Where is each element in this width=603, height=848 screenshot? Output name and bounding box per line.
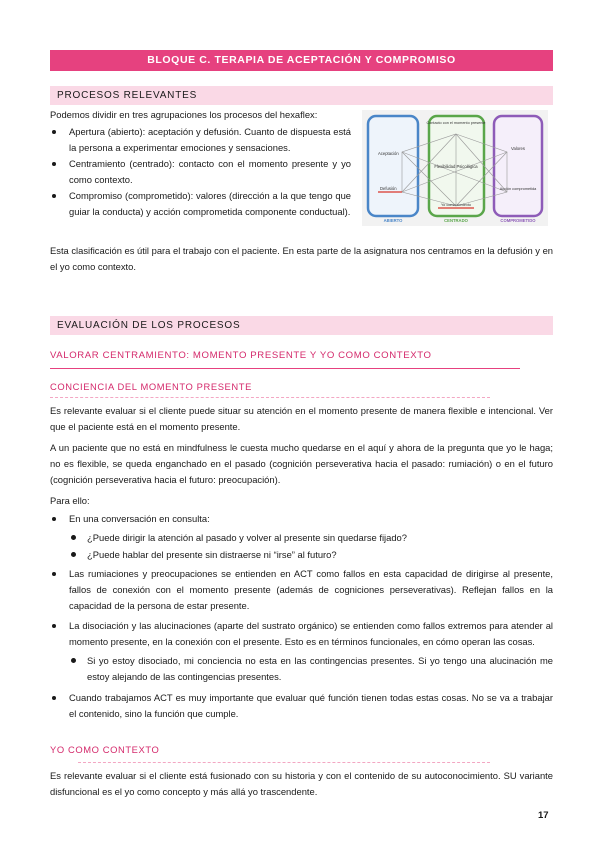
- sub-list: [69, 653, 553, 685]
- paragraph-3: Es relevante evaluar si el cliente está fusionado con su historia y con el contenido de su autoconocimiento. SU variante disfuncional es el yo como concepto y más allá yo trascendente.: [50, 770, 553, 797]
- hexaflex-figure: [362, 110, 548, 226]
- page-number: 17: [538, 810, 549, 821]
- block-title: BLOQUE C. TERAPIA DE ACEPTACIÓN Y COMPROMISO: [50, 50, 553, 71]
- subtitle-valorar-centramiento: VALORAR CENTRAMIENTO: MOMENTO PRESENTE Y YO COMO CONTEXTO: [50, 350, 432, 361]
- list-item: ¿Puede dirigir la atención al pasado y volver al presente sin quedarse fijado?: [69, 530, 553, 546]
- heading-conciencia: CONCIENCIA DEL MOMENTO PRESENTE: [50, 381, 252, 392]
- section-title-procesos: PROCESOS RELEVANTES: [50, 86, 553, 105]
- subtitle-underline: [50, 368, 520, 369]
- section1-intro: Podemos dividir en tres agrupaciones los procesos del hexaflex:: [50, 109, 318, 120]
- list-item: [50, 511, 553, 563]
- section1-closing: Esta clasificación es útil para el trabajo con el paciente. En esta parte de la asignatura nos centramos en la defusión y en el yo como contexto.: [50, 245, 553, 272]
- hexaflex-accion: Acción comprometida: [499, 187, 537, 191]
- paragraph-1: Es relevante evaluar si el cliente puede situar su atención en el momento presente de manera flexible e intencional. Ver que el paciente está en el momento presente.: [50, 405, 553, 432]
- heading-dash-line: [78, 762, 490, 763]
- sub-list: [69, 530, 553, 563]
- hexaflex-valores: Valores: [511, 146, 525, 151]
- list-item: Apertura (abierto): aceptación y defusión. Cuanto de dispuesta está la persona a experimentar emociones y sensaciones.: [50, 124, 351, 156]
- hexaflex-aceptacion: Aceptación: [378, 151, 399, 156]
- hexaflex-defusion: Defusión: [380, 186, 397, 191]
- section-title-evaluacion: EVALUACIÓN DE LOS PROCESOS: [50, 316, 553, 335]
- list-item: Las rumiaciones y preocupaciones se entienden en ACT como fallos en esta capacidad de dirigirse al presente, fallos de conexión con el momento presente (además de cogniciones perseverativas). Reflejan fallos en la capacidad de la persona de estar presente.: [50, 566, 553, 614]
- list-item: Compromiso (comprometido): valores (dirección a la que tengo que guiar la conducta) y acción comprometida componente conductual).: [50, 188, 351, 220]
- bullet-disociacion: La disociación y las alucinaciones (aparte del sustrato orgánico) se entienden como fallos extremos para atender al momento presente, en la conexión con el presente. Esto es en términos funcionales, en cómo operan las cosas.: [69, 620, 553, 647]
- evaluation-bullets: [50, 511, 553, 722]
- list-item: ¿Puede hablar del presente sin distraerse ni “irse” al futuro?: [69, 547, 553, 563]
- list-item: Centramiento (centrado): contacto con el momento presente y yo como contexto.: [50, 156, 351, 188]
- comprometido-box: [494, 116, 542, 216]
- hexaflex-contacto: Contacto con el momento presente: [426, 121, 486, 125]
- hexaflex-yo-contexto: Yo como contexto: [440, 203, 472, 207]
- heading-dash-line: [50, 397, 490, 398]
- hexaflex-flexibilidad: Flexibilidad Psicológica: [434, 164, 478, 169]
- heading-yo-contexto: YO COMO CONTEXTO: [50, 744, 160, 755]
- list-item: Cuando trabajamos ACT es muy importante que evaluar qué función tienen todas estas cosas. No se va a trabajar el contenido, sino la función que cumple.: [50, 690, 553, 722]
- list-item: Si yo estoy disociado, mi conciencia no esta en las contingencias presentes. Si yo tengo una alucinación me estoy alejando de las contingencias presentes.: [69, 653, 553, 685]
- hexaflex-label-comprometido: COMPROMETIDO: [500, 218, 536, 223]
- hexaflex-label-centrado: CENTRADO: [444, 218, 468, 223]
- para-ello: Para ello:: [50, 495, 90, 506]
- hexaflex-label-abierto: ABIERTO: [383, 218, 403, 223]
- abierto-box: [368, 116, 418, 216]
- paragraph-2: A un paciente que no está en mindfulness le cuesta mucho quedarse en el aquí y ahora de la pregunta que yo le haga; no es flexible, se queda enganchado en el pasado (cognición perseverativa hacia el pasado: rumiación) o en el futuro (cognición perseverativa hacia el futuro: preocupación).: [50, 442, 553, 485]
- hexaflex-diagram: [362, 110, 548, 226]
- section1-bullet-list: [50, 124, 351, 220]
- list-item: [50, 618, 553, 685]
- bullet-conversacion: En una conversación en consulta:: [69, 513, 210, 524]
